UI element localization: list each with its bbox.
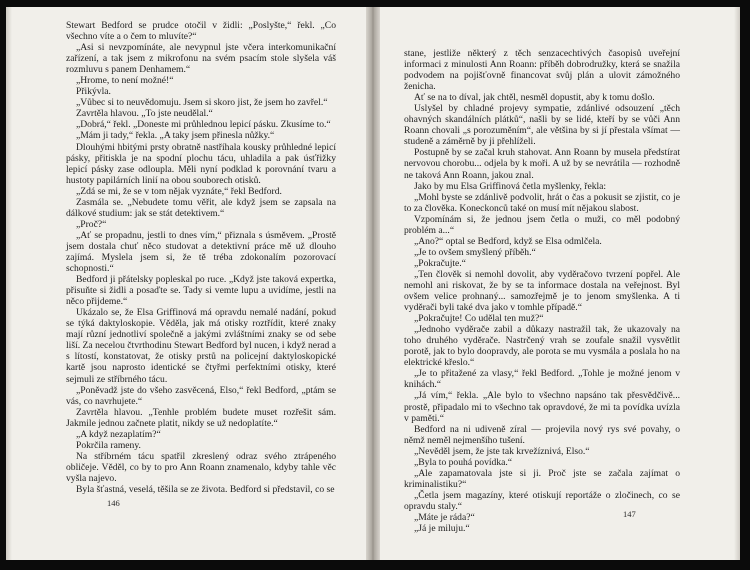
paragraph: „Mohl byste se zdánlivě podvolit, hrát o čas a pokusit se zjistit, co je to za člověka. Koneckonců také on musí mít nějakou slabost. [404, 191, 680, 214]
paragraph: „Asi si nevzpomínáte, ale nevypnul jste včera interkomunikační zařízení, a tak jsem z mikrofonu na svém psacím stole slyšela váš rozmluvu s panem Denhamem.“ [66, 42, 336, 76]
paragraph: „Poněvadž jste do všeho zasvěcená, Elso,“ řekl Bedford, „ptám se vás, co navrhujete.“ [66, 384, 336, 407]
page-edge [6, 7, 12, 560]
paragraph: „Mám ji tady,“ řekla. „A taky jsem přinesla nůžky.“ [76, 130, 275, 142]
paragraph: „Četla jsem magazíny, které otiskují reportáže o zločinech, co se opravdu staly.“ [404, 489, 680, 512]
paragraph: Přikývla. [76, 86, 111, 98]
paragraph: „Pokračujte.“ [414, 257, 466, 269]
paragraph: Dlouhými hbitými prsty obratně nastříhala kousky průhledné lepicí pásky, přitiskla je na spodní plochu tácu, uhladila a pak úsťřižky lepicí pásky zase odloupla. Měli nyní podklad k porovnání tvaru a hustoty papilárních linií na obou souborech otisků. [66, 141, 336, 186]
left-page [6, 7, 369, 560]
paragraph: „Ale zapamatovala jste si ji. Proč jste se začala zajímat o kriminalistiku?“ [404, 467, 680, 490]
paragraph: „Dobrá,“ řekl. „Doneste mi průhlednou lepicí pásku. Zkusíme to.“ [76, 119, 331, 131]
paragraph: „Zdá se mi, že se v tom nějak vyznáte,“ řekl Bedford. [76, 185, 282, 197]
paragraph: „Ať se propadnu, jestli to dnes vím,“ přiznala s úsměvem. „Prostě jsem dostala chuť něco studovat a detektivní práce mě už dlouho zajímá. Myslela jsem si, že tě tréba zdokonalím pozorovací schopnosti.“ [66, 229, 336, 275]
left-page-text [66, 20, 336, 495]
paragraph: „A když nezaplatím?“ [76, 428, 161, 440]
paragraph: „Byla to pouhá povídka.“ [414, 456, 513, 468]
paragraph: „Je to ovšem smyšlený příběh.“ [414, 246, 536, 258]
paragraph: Ať se na to díval, jak chtěl, nesměl dopustit, aby k tomu došlo. [414, 92, 655, 104]
paragraph: „Ano?“ optal se Bedford, když se Elsa odmlčela. [414, 235, 602, 247]
paragraph: Na stříbrném tácu spatřil zkreslený odraz svého ztrápeného obličeje. Věděl, co by to pro Ann Roann znamenalo, kdyby tahle věc vyšla najevo. [66, 450, 336, 484]
paragraph: „Je to přitažené za vlasy,“ řekl Bedford. „Tohle je možné jenom v knihách.“ [404, 368, 680, 391]
paragraph: „Já je miluju.“ [414, 523, 470, 535]
paragraph: „Pokračujte! Co udělal ten muž?“ [414, 313, 544, 325]
paragraph: Stewart Bedford se prudce otočil v židli: „Poslyšte,“ řekl. „Co všechno víte a o čem to mluvíte?“ [66, 20, 336, 43]
paragraph: „Já vím,“ řekla. „Ale bylo to všechno napsáno tak přesvědčivě... prostě, připadalo mi to všechno tak opravdové, že mi ta povídka uvízla v paměti.“ [404, 390, 680, 424]
paragraph: Byla šťastná, veselá, těšila se ze života. Bedford si představil, co se [76, 483, 335, 495]
paragraph: stane, jestliže některý z těch senzacechtivých časopisů uveřejní informaci z minulosti Ann Roann: příběh dobrodružky, která se snažila podvodem na pojišťovně financovat svůj plán a ulovit zámožného ženicha. [404, 48, 680, 93]
right-page-text [404, 48, 680, 534]
paragraph: „Ten člověk si nemohl dovolit, aby vyděračovo tvrzení popřel. Ale nemohl ani riskovat, že by se ta informace dostala na veřejnost. Byl ovšem velice prohnaný... samozřejmě je to jenom smyšlenka. A ti vyděrači byli také dva jako v tomhle případě.“ [404, 268, 680, 314]
paragraph: „Proč?“ [76, 218, 107, 230]
paragraph: „Jednoho vyděrače zabil a důkazy nastražil tak, že ukazovaly na toho druhého vyděrače. Nastrčený vrah se zoufale snažil vysvětlit porotě, jak to bylo doopravdy, ale porota se mu vysmála a poslala ho na elektrické křeslo.“ [404, 324, 680, 369]
paragraph: Vzpomínám si, že jednou jsem četla o muži, co měl podobný problém a...“ [404, 213, 680, 236]
paragraph: Ukázalo se, že Elsa Griffinová má opravdu nemalé nadání, pokud se týká daktyloskopie. Věděla, jak má otisky roztřídit, které znaky mají různí jednotliví společně a jakými zvláštními znaky se od sebe liší. Za necelou čtvrthodinu Stewart Bedford byl nucen, i když nerad a s lítostí, konstatovat, že otisky prstů na policejní daktyloskopické kartě jsou naprosto identické se čtyřmi perfektními otisky, které sejmuli ze stříbrného tácu. [66, 307, 336, 385]
paragraph: Postupně by se začal kruh stahovat. Ann Roann by musela předstírat nervovou chorobu... odjela by k moři. A už by se nevrátila — rozhodně ne taková Ann Roann, jakou znal. [404, 147, 680, 181]
page-edge [734, 7, 740, 560]
paragraph: „Máte je ráda?“ [414, 511, 475, 523]
open-book-spread [6, 7, 740, 560]
right-page [374, 7, 740, 560]
book-gutter [366, 7, 380, 560]
paragraph: „Hrome, to není možné!“ [76, 75, 174, 87]
paragraph: Uslyšel by chladné projevy sympatie, zdánlivé odsouzení „těch ohavných skandálních plátků“, našli by se lidé, kteří by se vůči Ann Roann chovali „s porozuměním“, ale většina by si jí přestala všímat — studeně a záměrně by ji přehlíželi. [404, 103, 680, 148]
paragraph: „Nevěděl jsem, že jste tak krvežíznivá, Elso.“ [414, 445, 590, 457]
right-page-number: 147 [623, 509, 636, 519]
paragraph: Jako by mu Elsa Griffinová četla myšlenky, řekla: [414, 180, 607, 192]
paragraph: Bedford na ni udiveně zíral — projevila nový rys své povahy, o němž neměl nejmenšího tušení. [404, 423, 680, 446]
paragraph: Pokrčila rameny. [76, 439, 141, 451]
paragraph: Bedford ji přátelsky popleskal po ruce. „Když jste taková expertka, přisuňte si židli a posaďte se. Tady si vemte lupu a uvidíme, jestli na něco přijdeme.“ [66, 274, 336, 308]
paragraph: „Vůbec si to neuvědomuju. Jsem si skoro jist, že jsem ho zavřel.“ [76, 97, 328, 109]
left-page-number: 146 [107, 498, 120, 508]
paragraph: Zavrtěla hlavou. „To jste neudělal.“ [76, 108, 213, 120]
paragraph: Zasmála se. „Nebudete tomu věřit, ale když jsem se zapsala na dálkové studium: jak se stát detektivem.“ [66, 196, 336, 219]
paragraph: Zavrtěla hlavou. „Tenhle problém budete muset rozřešit sám. Jakmile jednou začnete platit, nikdy se už nedoplatíte.“ [66, 406, 336, 429]
